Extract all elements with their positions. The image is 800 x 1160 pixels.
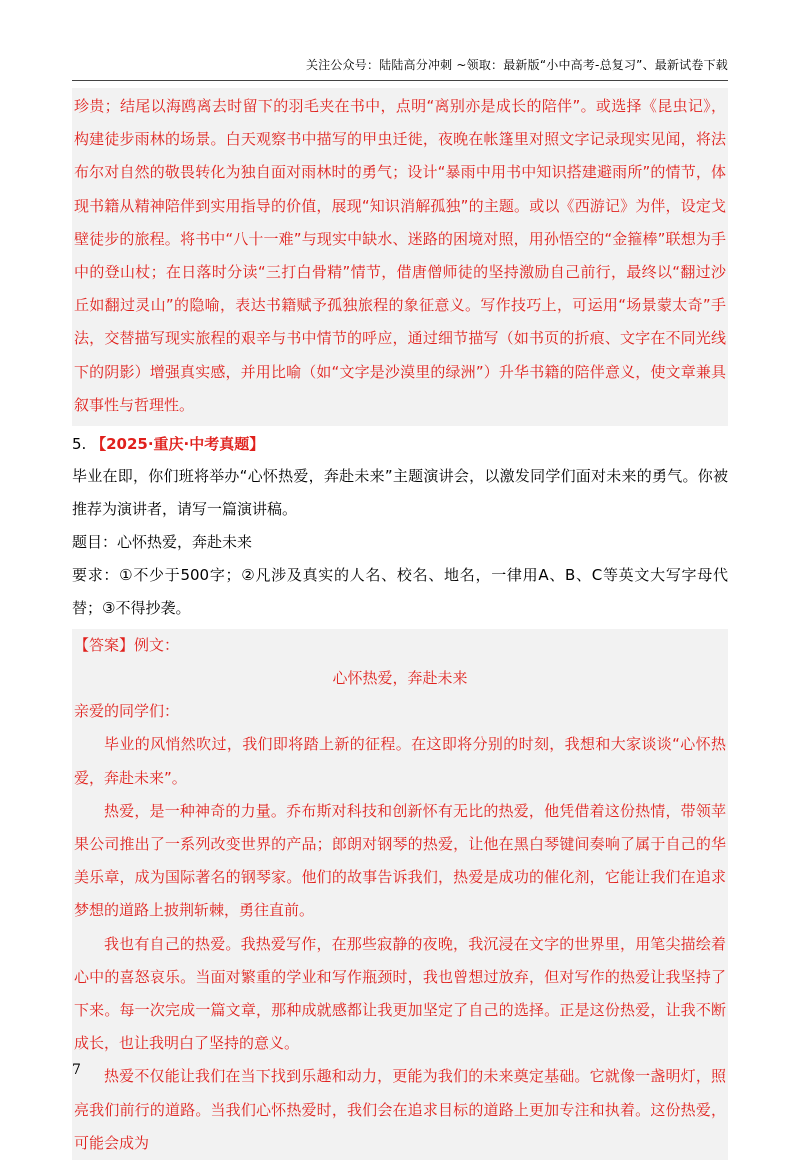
question-requirements: 要求：①不少于500字；②凡涉及真实的人名、校名、地名，一律用A、B、C等英文大写字母代替；③不得抄袭。	[72, 566, 728, 618]
page-number: 7	[72, 1062, 81, 1078]
question-title-line: 题目：心怀热爱，奔赴未来	[72, 533, 253, 552]
answer-label: 【答案】	[74, 636, 135, 655]
essay-salutation: 亲爱的同学们：	[74, 702, 180, 721]
essay-paragraph-2: 热爱，是一种神奇的力量。乔布斯对科技和创新怀有无比的热爱，他凭借着这份热情，带领苹果公司推出了一系列改变世界的产品；郎朗对钢琴的热爱，让他在黑白琴键间奏响了属于自己的华美乐章，成为国际著名的钢琴家。他们的故事告诉我们，热爱是成功的催化剂，它能让我们在追求梦想的道路上披荆斩棘，勇往直前。	[74, 801, 726, 920]
answer-label-line	[74, 629, 726, 662]
essay-paragraph-1: 毕业的风悄然吹过，我们即将踏上新的征程。在这即将分别的时刻，我想和大家谈谈“心怀热爱，奔赴未来”。	[74, 735, 726, 787]
page-header: 关注公众号：陆陆高分冲刺 ~领取：最新版“小中高考-总复习”、最新试卷下载	[305, 58, 728, 72]
question-source: 【2025·重庆·中考真题】	[91, 435, 265, 454]
question-heading	[72, 428, 728, 460]
question-number: 5.	[72, 435, 87, 454]
essay-paragraph-4: 热爱不仅能让我们在当下找到乐趣和动力，更能为我们的未来奠定基础。它就像一盏明灯，照亮我们前行的道路。当我们心怀热爱时，我们会在追求目标的道路上更加专注和执着。这份热爱，可能会成为	[74, 1067, 726, 1152]
question-body	[72, 460, 728, 625]
essay-title: 心怀热爱，奔赴未来	[332, 669, 468, 688]
header-divider	[72, 80, 728, 81]
answer-block	[72, 629, 728, 1160]
page-content	[72, 88, 728, 1160]
question-prompt: 毕业在即，你们班将举办“心怀热爱，奔赴未来”主题演讲会，以激发同学们面对未来的勇气。你被推荐为演讲者，请写一篇演讲稿。	[72, 467, 728, 519]
answer-label-suffix: 例文：	[134, 636, 180, 655]
previous-answer-block: 珍贵；结尾以海鸥离去时留下的羽毛夹在书中，点明“离别亦是成长的陪伴”。或选择《昆虫记》，构建徒步雨林的场景。白天观察书中描写的甲虫迁徙，夜晚在帐篷里对照文字记录现实见闻，将法布尔对自然的敬畏转化为独自面对雨林时的勇气；设计“暴雨中用书中知识搭建避雨所”的情节，体现书籍从精神陪伴到实用指导的价值，展现“知识消解孤独”的主题。或以《西游记》为伴，设定戈壁徒步的旅程。将书中“八十一难”与现实中缺水、迷路的困境对照，用孙悟空的“金箍棒”联想为手中的登山杖；在日落时分读“三打白骨精”情节，借唐僧师徒的坚持激励自己前行，最终以“翻过沙丘如翻过灵山”的隐喻，表达书籍赋予孤独旅程的象征意义。写作技巧上，可运用“场景蒙太奇”手法，交替描写现实旅程的艰辛与书中情节的呼应，通过细节描写（如书页的折痕、文字在不同光线下的阴影）增强真实感，并用比喻（如“文字是沙漠里的绿洲”）升华书籍的陪伴意义，使文章兼具叙事性与哲理性。	[72, 88, 728, 426]
essay-paragraph-3: 我也有自己的热爱。我热爱写作，在那些寂静的夜晚，我沉浸在文字的世界里，用笔尖描绘着心中的喜怒哀乐。当面对繁重的学业和写作瓶颈时，我也曾想过放弃，但对写作的热爱让我坚持了下来。每一次完成一篇文章，那种成就感都让我更加坚定了自己的选择。正是这份热爱，让我不断成长，也让我明白了坚持的意义。	[74, 934, 726, 1053]
